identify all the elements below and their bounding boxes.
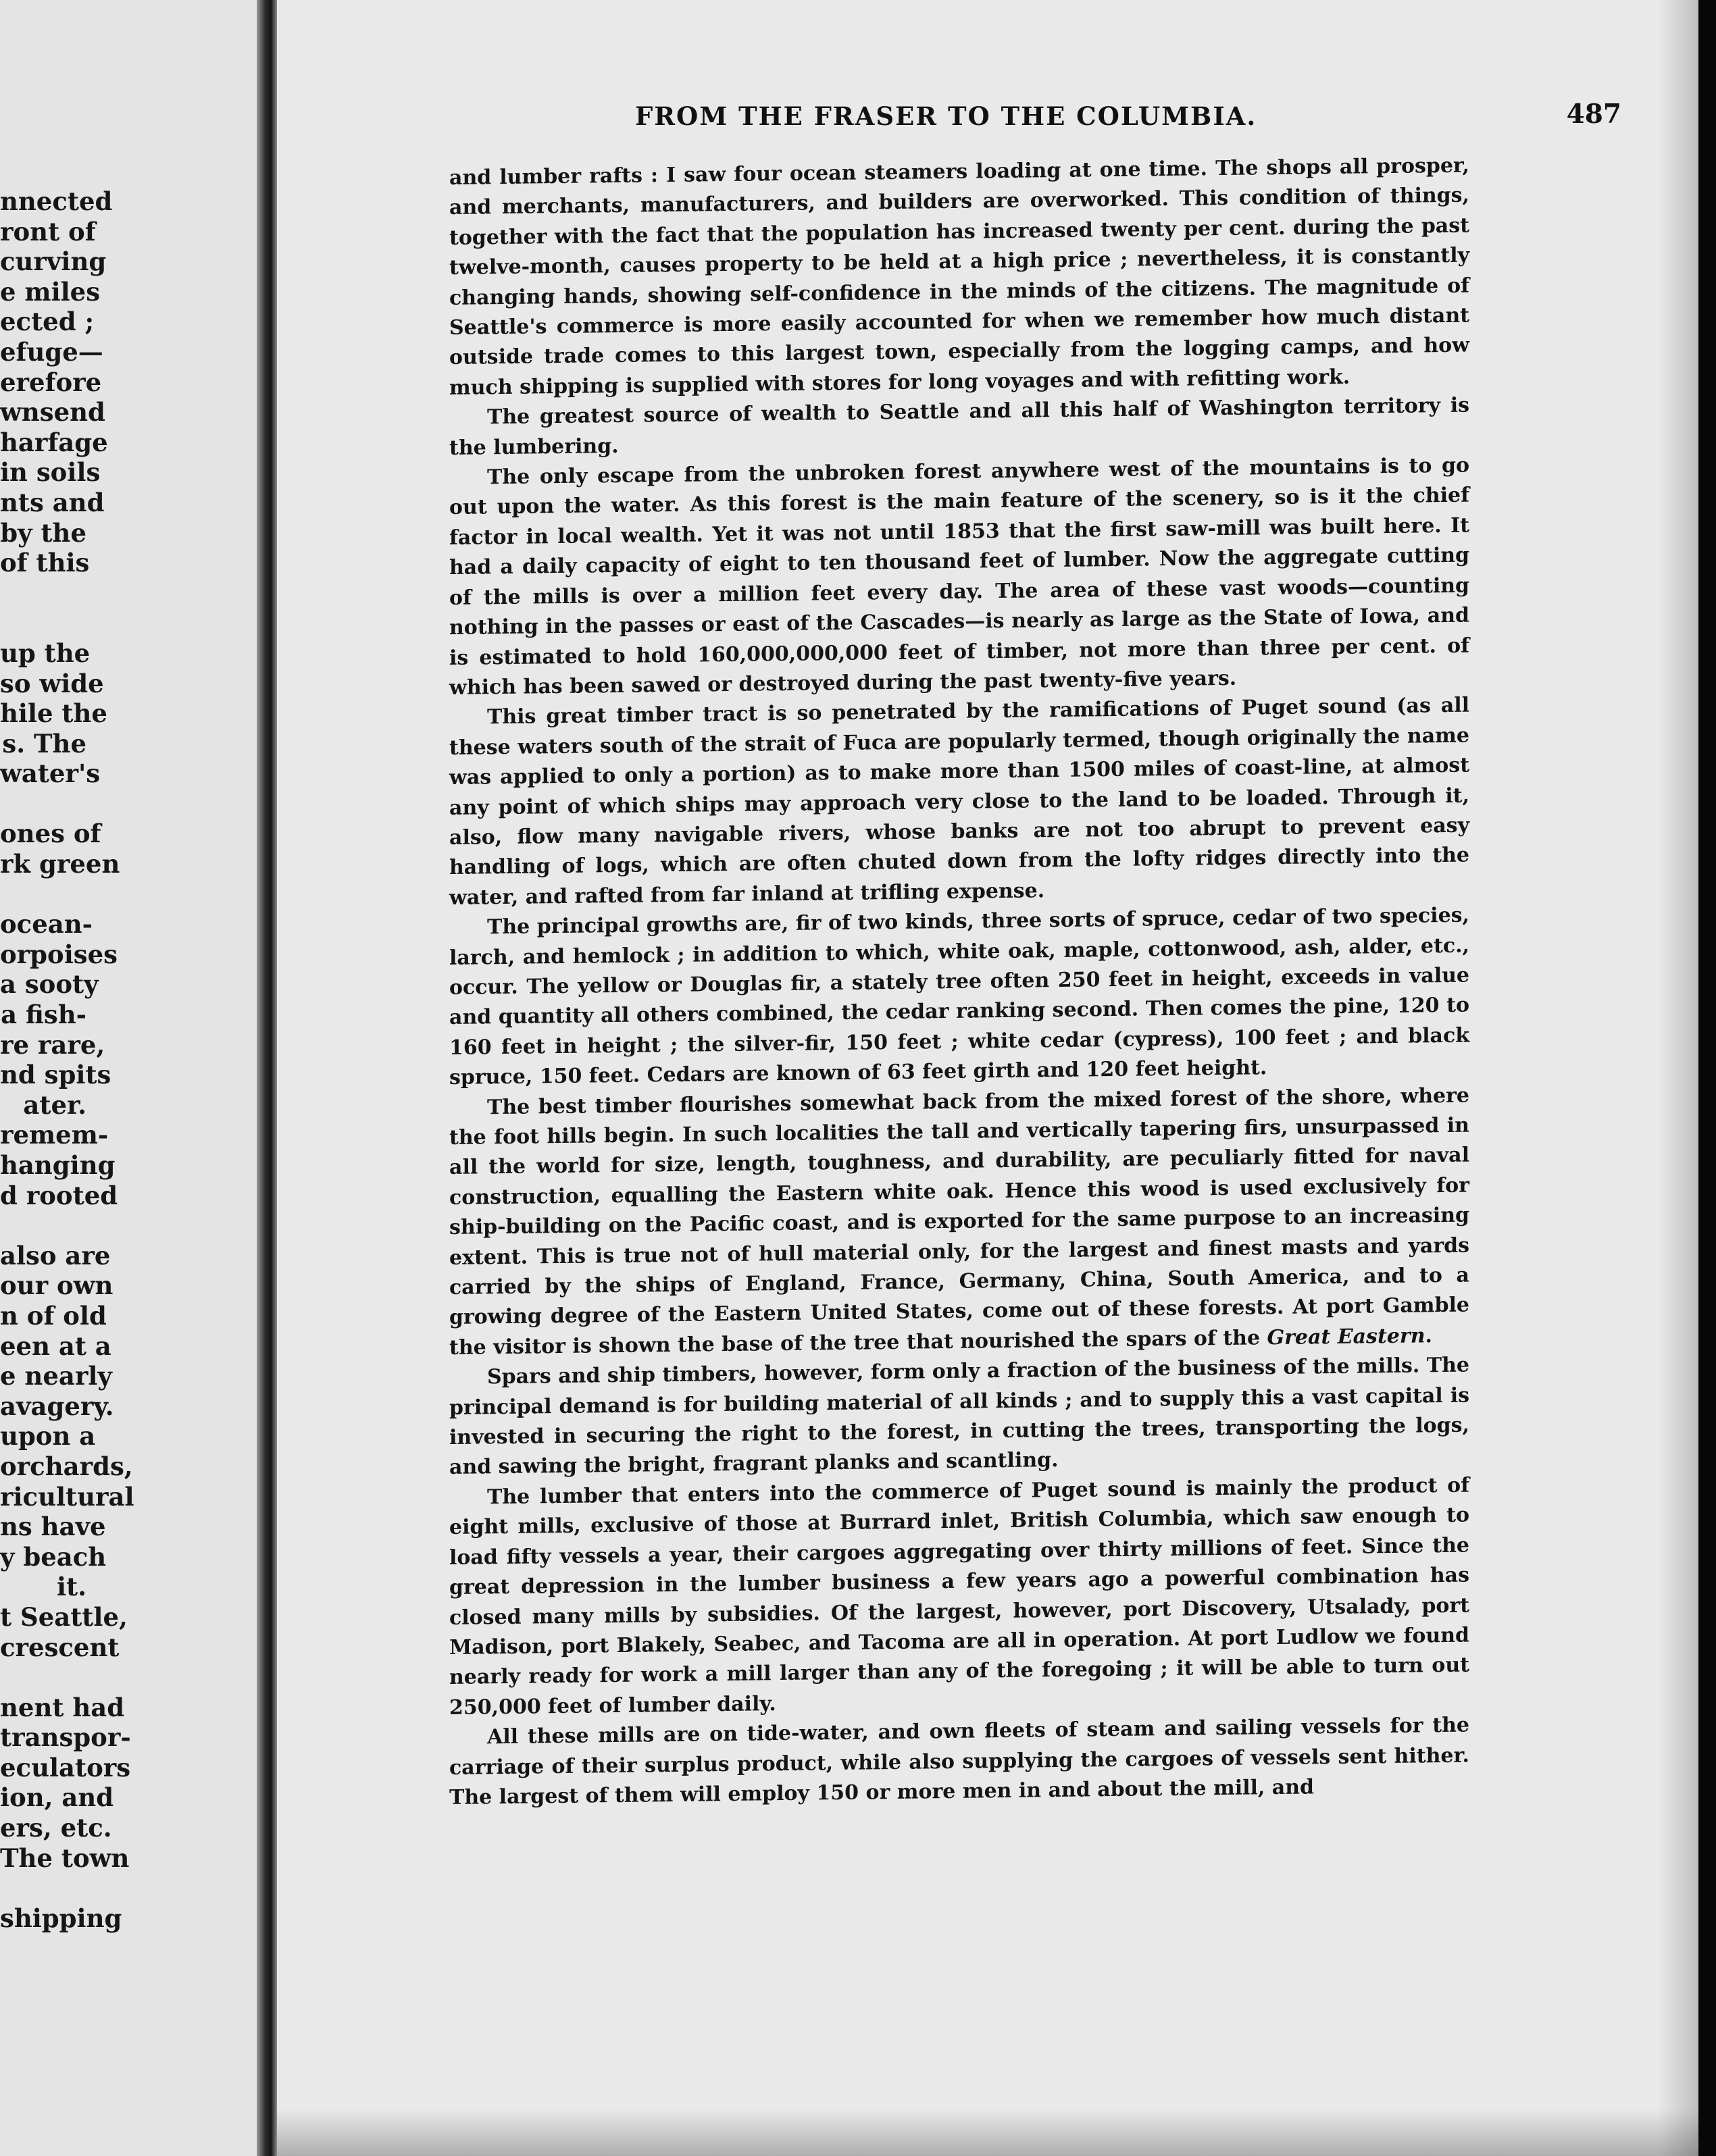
paragraph: All these mills are on tide-water, and own fleets of steam and sailing vessels for the carriage of their surplus product, while also supplying the cargoes of vessels sent hither. The largest of them will employ 150 or more men in and about the mill, and — [449, 1713, 1469, 1810]
paragraph: The only escape from the unbroken forest anywhere west of the mountains is to go out upon the water. As this forest is the main feature of the scenery, so is it the chief factor in local wealth. Yet it was not until 1853 that the first saw-mill was built here. It had a daily capacity of eight to ten thousand feet of lumber. Now the aggregate cutting of the mills is over a million feet every day. The area of these vast woods—counting nothing in the passes or east of the Cascades—is nearly as large as the State of Iowa, and is estimated to hold 160,000,000,000 feet of timber, not more than three per cent. of which has been sawed or destroyed during the past twenty-five years. — [449, 453, 1469, 700]
paragraph-text: The best timber flourishes somewhat back from the mixed forest of the shore, where the foot hills begin. In such localities the tall and vertically tapering firs, unsurpassed in all the world for size, length, toughness, and durability, are peculiarly fitted for naval construction, equalling the Eastern white oak. Hence this wood is used exclusively for ship-building on the Pacific coast, and is exported for the same purpose to an increasing extent. This is true not of hull material only, for the largest and finest masts and yards carried by the ships of England, France, Germany, China, South America, and to a growing degree of the Eastern United States, come out of these forests. At port Gamble the visitor is shown the base of the tree that nourished the spars of the — [449, 1083, 1469, 1360]
facing-page-fragment: a fish- — [1, 1000, 86, 1030]
facing-page-fragment: ers, etc. — [0, 1813, 112, 1843]
facing-page-fragment: hanging — [0, 1150, 116, 1180]
facing-page-fragment — [0, 789, 86, 819]
facing-page-fragment: y beach — [0, 1541, 107, 1572]
facing-page-fragment: re rare, — [0, 1029, 105, 1060]
facing-page-fragment: efuge— — [0, 336, 103, 367]
facing-page-fragment: een at a — [0, 1331, 111, 1361]
facing-page-fragment: crescent — [0, 1632, 120, 1662]
facing-page-fragment: up the — [0, 638, 91, 668]
facing-page-fragment: in soils — [0, 457, 101, 488]
facing-page-fragment: nts and — [0, 487, 105, 517]
paragraph: The principal growths are, fir of two kinds, three sorts of spruce, cedar of two species, larch, and hemlock ; in addition to which, white oak, maple, cottonwood, ash, alder, etc., occur. The yellow or Douglas fir, a stately tree often 250 feet in height, exceeds in value and quantity all others combined, the cedar ranking second. Then comes the pine, 120 to 160 feet in height ; the silver-fir, 150 feet ; white cedar (cypress), 100 feet ; and black spruce, 150 feet. Cedars are known of 63 feet girth and 120 feet height. — [449, 903, 1469, 1090]
facing-page-fragment — [0, 1873, 86, 1903]
ship-name-italic: Great Eastern — [1267, 1324, 1425, 1350]
facing-page-fragment: orpoises — [0, 939, 118, 969]
page-number: 487 — [1566, 99, 1621, 130]
facing-page-fragment: s. The — [2, 728, 86, 759]
facing-page-fragment: rk green — [0, 849, 120, 879]
paragraph: and lumber rafts : I saw four ocean steamers loading at one time. The shops all prosper, and merchants, manufacturers, and builders are overworked. This condition of things, together with the fact that the population has increased twenty per cent. during the past twelve-month, causes property to be held at a high price ; nevertheless, it is constantly changing hands, showing self-confidence in the minds of the citizens. The magnitude of Seattle's commerce is more easily accounted for when we remember how much distant outside trade comes to this largest town, especially from the logging camps, and how much shipping is supplied with stores for long voyages and with refitting work. — [449, 153, 1469, 400]
facing-page-fragment: e nearly — [0, 1361, 112, 1391]
paragraph: The greatest source of wealth to Seattle and all this half of Washington territory is the lumbering. — [449, 393, 1469, 460]
facing-page-fragment: avagery. — [0, 1391, 114, 1421]
facing-page-fragment: nd spits — [0, 1060, 111, 1090]
facing-page-fragment: by the — [0, 517, 86, 548]
facing-page-fragment: our own — [0, 1270, 113, 1301]
facing-page — [0, 0, 257, 2156]
facing-page-fragment: shipping — [0, 1903, 122, 1933]
facing-page-fragment: wnsend — [0, 397, 105, 428]
facing-page-fragment: so wide — [0, 668, 104, 698]
book-gutter — [257, 0, 277, 2156]
facing-page-fragment: ront of — [0, 216, 96, 247]
facing-page-fragment: remem- — [0, 1120, 109, 1150]
page-header — [432, 101, 1621, 142]
facing-page-fragment: upon a — [0, 1421, 96, 1452]
facing-page-fragment: e miles — [0, 276, 101, 307]
body-text — [449, 151, 1469, 1814]
facing-page-fragment: nnected — [0, 186, 113, 216]
paragraph: The lumber that enters into the commerce of Puget sound is mainly the product of eight mills, exclusive of those at Burrard inlet, British Columbia, which saw enough to load fifty vessels a year, their cargoes aggregating over thirty millions of feet. Since the great depression in the lumber business a few years ago a powerful combination has closed many mills by subsidies. Of the largest, however, port Discovery, Utsalady, port Madison, port Blakely, Seabec, and Tacoma are all in operation. At port Ludlow we found nearly ready for work a mill larger than any of the foregoing ; it will be able to turn out 250,000 feet of lumber daily. — [449, 1473, 1469, 1720]
facing-page-fragment: ones of — [0, 819, 101, 849]
page-edge-shadow — [1658, 0, 1698, 2156]
facing-page-fragment: ion, and — [0, 1782, 114, 1813]
facing-page-fragment — [0, 1662, 86, 1693]
running-head: FROM THE FRASER TO THE COLUMBIA. — [635, 101, 1257, 131]
facing-page-fragment: also are — [0, 1240, 111, 1270]
facing-page-fragment — [0, 608, 86, 638]
facing-page-fragment: curving — [0, 247, 107, 277]
facing-page-fragment: transpor- — [0, 1722, 131, 1753]
facing-page-fragment: orchards, — [0, 1451, 133, 1481]
facing-page-fragment: harfage — [0, 427, 108, 457]
facing-page-fragment: water's — [0, 759, 101, 789]
facing-page-fragment: ected ; — [0, 307, 95, 337]
facing-page-fragment — [0, 1210, 86, 1241]
facing-page-line-fragments — [0, 186, 134, 1933]
facing-page-fragment: ocean- — [0, 909, 93, 940]
paragraph — [449, 1081, 1469, 1363]
paragraph: Spars and ship timbers, however, form only a fraction of the business of the mills. The principal demand is for building material of all kinds ; and to supply this a vast capital is invested in securing the right to the forest, in cutting the trees, transporting the logs, and sawing the bright, fragrant planks and scantling. — [449, 1353, 1469, 1480]
facing-page-fragment — [0, 578, 86, 609]
facing-page-fragment: ater. — [23, 1089, 86, 1120]
facing-page-fragment: ns have — [0, 1512, 106, 1542]
facing-page-fragment: eculators — [0, 1752, 131, 1782]
facing-page-fragment: The town — [0, 1843, 130, 1873]
facing-page-fragment: hile the — [0, 698, 107, 729]
facing-page-fragment: a sooty — [0, 969, 99, 1000]
facing-page-fragment: t Seattle, — [0, 1601, 128, 1632]
paragraph: This great timber tract is so penetrated by the ramifications of Puget sound (as all these waters south of the strait of Fuca are popularly termed, though originally the name was applied to only a portion) as to make more than 1500 miles of coast-line, at almost any point of which ships may approach very close to the land to be loaded. Through it, also, flow many navigable rivers, whose banks are not too abrupt to prevent easy handling of logs, which are often chuted down from the lofty ridges directly into the water, and rafted from far inland at trifling expense. — [449, 693, 1469, 910]
paragraph-text: . — [1425, 1324, 1432, 1348]
facing-page-fragment: n of old — [0, 1300, 107, 1331]
facing-page-fragment: erefore — [0, 367, 102, 397]
facing-page-fragment: nent had — [0, 1692, 125, 1722]
page-bottom-shadow — [277, 2109, 1698, 2156]
facing-page-fragment — [0, 879, 86, 910]
facing-page-fragment: d rooted — [0, 1180, 118, 1210]
facing-page-fragment: ricultural — [0, 1481, 134, 1512]
facing-page-fragment: it. — [56, 1572, 86, 1602]
book-page — [277, 0, 1698, 2156]
facing-page-fragment: of this — [0, 548, 90, 578]
